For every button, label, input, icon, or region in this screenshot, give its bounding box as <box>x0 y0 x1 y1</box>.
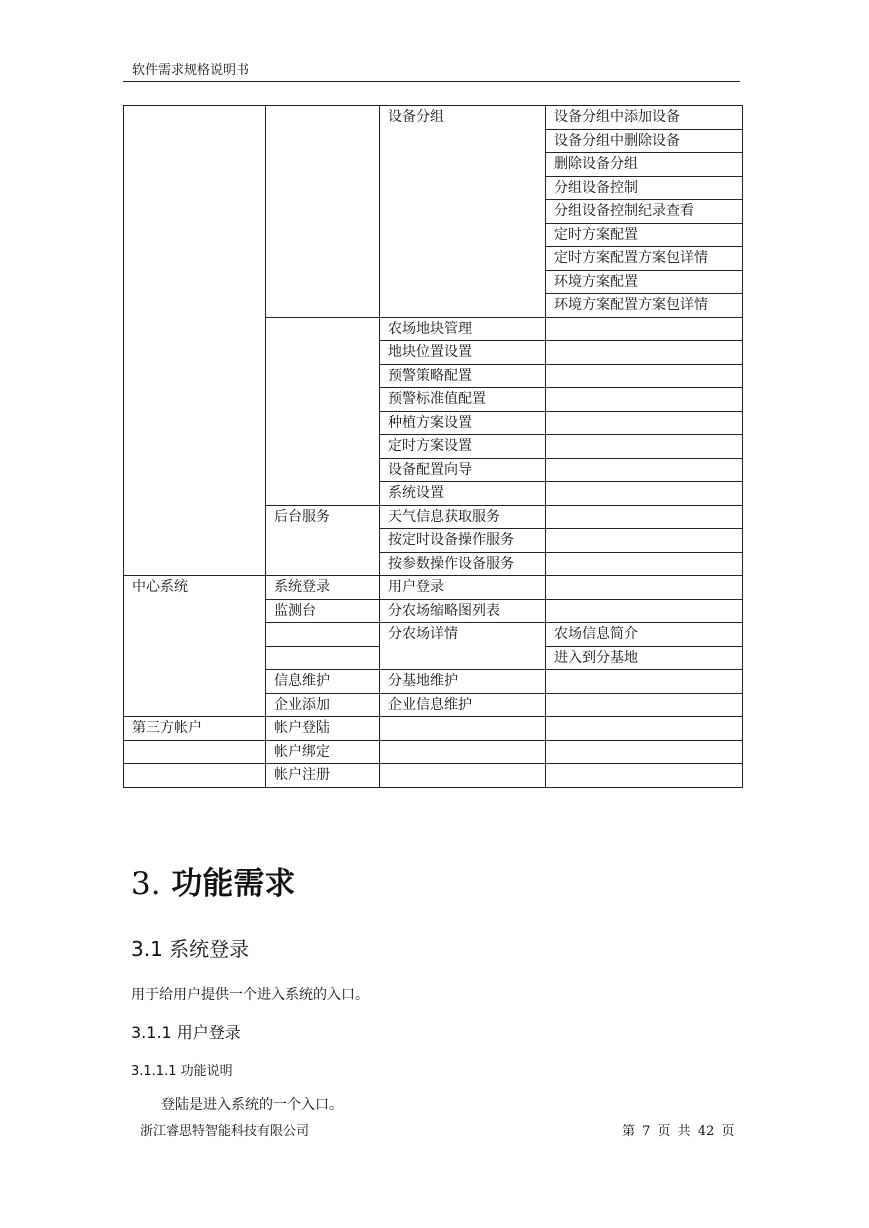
table-cell-detail <box>546 740 743 764</box>
table-cell-detail <box>546 411 743 435</box>
table-cell-function: 分农场缩略图列表 <box>380 599 546 623</box>
table-cell-function: 分农场详情 <box>380 623 546 670</box>
table-row <box>124 717 743 741</box>
table-cell-detail <box>546 317 743 341</box>
table-cell-submodule: 帐户绑定 <box>266 740 380 764</box>
table-cell-detail <box>546 458 743 482</box>
section-heading-3 <box>131 864 295 904</box>
table-cell-submodule: 后台服务 <box>266 505 380 576</box>
table-cell-detail <box>546 364 743 388</box>
table-row <box>124 740 743 764</box>
table-cell-module <box>124 740 266 764</box>
table-cell-detail <box>546 435 743 459</box>
table-cell-function <box>380 717 546 741</box>
table-cell-detail: 分组设备控制 <box>546 176 743 200</box>
document-header-title: 软件需求规格说明书 <box>132 63 250 78</box>
table-cell-function <box>380 764 546 788</box>
table-cell-detail <box>546 505 743 529</box>
table-cell-function: 按参数操作设备服务 <box>380 552 546 576</box>
table-cell-detail <box>546 599 743 623</box>
table-cell-function: 系统设置 <box>380 482 546 506</box>
table-cell-function <box>380 740 546 764</box>
table-row <box>124 106 743 130</box>
table-cell-detail: 设备分组中删除设备 <box>546 129 743 153</box>
table-cell-detail: 进入到分基地 <box>546 646 743 670</box>
table-cell-submodule: 监测台 <box>266 599 380 623</box>
table-cell-function: 分基地维护 <box>380 670 546 694</box>
table-cell-submodule: 帐户登陆 <box>266 717 380 741</box>
table-cell-module: 第三方帐户 <box>124 717 266 741</box>
table-cell-function: 定时方案设置 <box>380 435 546 459</box>
table-cell-detail: 删除设备分组 <box>546 153 743 177</box>
function-description-text: 登陆是进入系统的一个入口。 <box>161 1097 343 1113</box>
subsection-heading-3-1-1: 3.1.1 用户登录 <box>131 1023 241 1042</box>
footer-page-number: 第 7 页 共 42 页 <box>622 1124 735 1139</box>
footer-company: 浙江睿思特智能科技有限公司 <box>140 1124 310 1139</box>
table-cell-submodule <box>266 317 380 505</box>
table-cell-function: 用户登录 <box>380 576 546 600</box>
requirements-table <box>123 105 743 788</box>
header-divider <box>123 81 740 82</box>
table-cell-function: 企业信息维护 <box>380 693 546 717</box>
section-title: 功能需求 <box>171 866 296 902</box>
table-cell-module <box>124 106 266 576</box>
table-cell-submodule: 企业添加 <box>266 693 380 717</box>
table-cell-function: 预警标准值配置 <box>380 388 546 412</box>
table-cell-detail <box>546 693 743 717</box>
table-cell-function: 地块位置设置 <box>380 341 546 365</box>
table-cell-function: 设备分组 <box>380 106 546 318</box>
table-cell-detail <box>546 552 743 576</box>
table-cell-detail <box>546 717 743 741</box>
table-cell-submodule: 信息维护 <box>266 670 380 694</box>
table-cell-detail <box>546 576 743 600</box>
table-cell-detail: 分组设备控制纪录查看 <box>546 200 743 224</box>
table-cell-submodule <box>266 623 380 647</box>
table-cell-function: 种植方案设置 <box>380 411 546 435</box>
table-row <box>124 576 743 600</box>
table-cell-detail: 设备分组中添加设备 <box>546 106 743 130</box>
table-cell-submodule <box>266 106 380 318</box>
table-cell-function: 设备配置向导 <box>380 458 546 482</box>
table-cell-detail <box>546 670 743 694</box>
table-cell-detail: 农场信息简介 <box>546 623 743 647</box>
table-cell-detail: 环境方案配置方案包详情 <box>546 294 743 318</box>
table-cell-detail: 定时方案配置 <box>546 223 743 247</box>
table-cell-detail <box>546 764 743 788</box>
table-cell-detail <box>546 341 743 365</box>
table-cell-submodule: 帐户注册 <box>266 764 380 788</box>
section-number: 3. <box>131 866 161 902</box>
table-cell-detail: 环境方案配置 <box>546 270 743 294</box>
table-cell-detail <box>546 482 743 506</box>
table-cell-submodule <box>266 646 380 670</box>
table-cell-module: 中心系统 <box>124 576 266 717</box>
table-cell-function: 预警策略配置 <box>380 364 546 388</box>
table-cell-detail: 定时方案配置方案包详情 <box>546 247 743 271</box>
subsection-heading-3-1-1-1: 3.1.1.1 功能说明 <box>131 1064 233 1079</box>
table-row <box>124 764 743 788</box>
table-cell-function: 按定时设备操作服务 <box>380 529 546 553</box>
table-cell-function: 天气信息获取服务 <box>380 505 546 529</box>
table-cell-submodule: 系统登录 <box>266 576 380 600</box>
table-cell-detail <box>546 529 743 553</box>
subsection-intro-text: 用于给用户提供一个进入系统的入口。 <box>131 987 369 1003</box>
table-cell-detail <box>546 388 743 412</box>
table-cell-function: 农场地块管理 <box>380 317 546 341</box>
table-cell-module <box>124 764 266 788</box>
subsection-heading-3-1: 3.1 系统登录 <box>131 937 250 961</box>
